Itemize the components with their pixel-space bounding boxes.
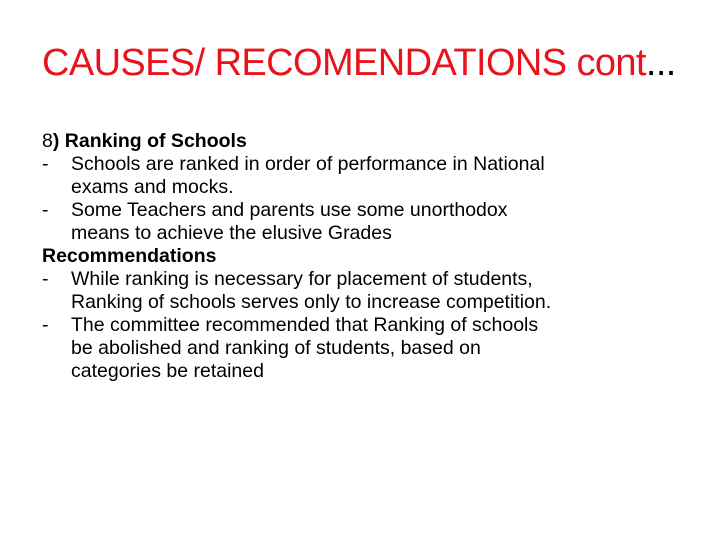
bullet-dash: - [42, 268, 49, 290]
slide-title-ellipsis: ... [645, 42, 676, 84]
section-number: 8 [42, 130, 53, 152]
bullet-line: While ranking is necessary for placement of students, [71, 268, 533, 290]
recommendations-heading: Recommendations [42, 245, 217, 267]
bullet-line: The committee recommended that Ranking of schools [71, 314, 539, 336]
slide-body [42, 130, 692, 383]
bullet-line: Schools are ranked in order of performance in National [71, 153, 545, 175]
slide-title [42, 42, 676, 85]
recommendation-item [42, 314, 692, 383]
section-heading [42, 130, 692, 153]
slide-title-text: CAUSES/ RECOMENDATIONS cont [42, 42, 646, 84]
bullet-item [42, 199, 692, 245]
bullet-line: Some Teachers and parents use some unorthodox [71, 199, 508, 221]
bullet-line: exams and mocks. [71, 176, 234, 198]
recommendation-item [42, 268, 692, 314]
bullet-dash: - [42, 199, 49, 221]
bullet-line: be abolished and ranking of students, based on [71, 337, 481, 359]
section-heading-text: ) Ranking of Schools [52, 130, 247, 152]
bullet-line: Ranking of schools serves only to increase competition. [71, 291, 552, 313]
bullet-line: means to achieve the elusive Grades [71, 222, 392, 244]
bullet-dash: - [42, 314, 49, 336]
bullet-dash: - [42, 153, 49, 175]
bullet-line: categories be retained [71, 360, 264, 382]
bullet-item [42, 153, 692, 199]
